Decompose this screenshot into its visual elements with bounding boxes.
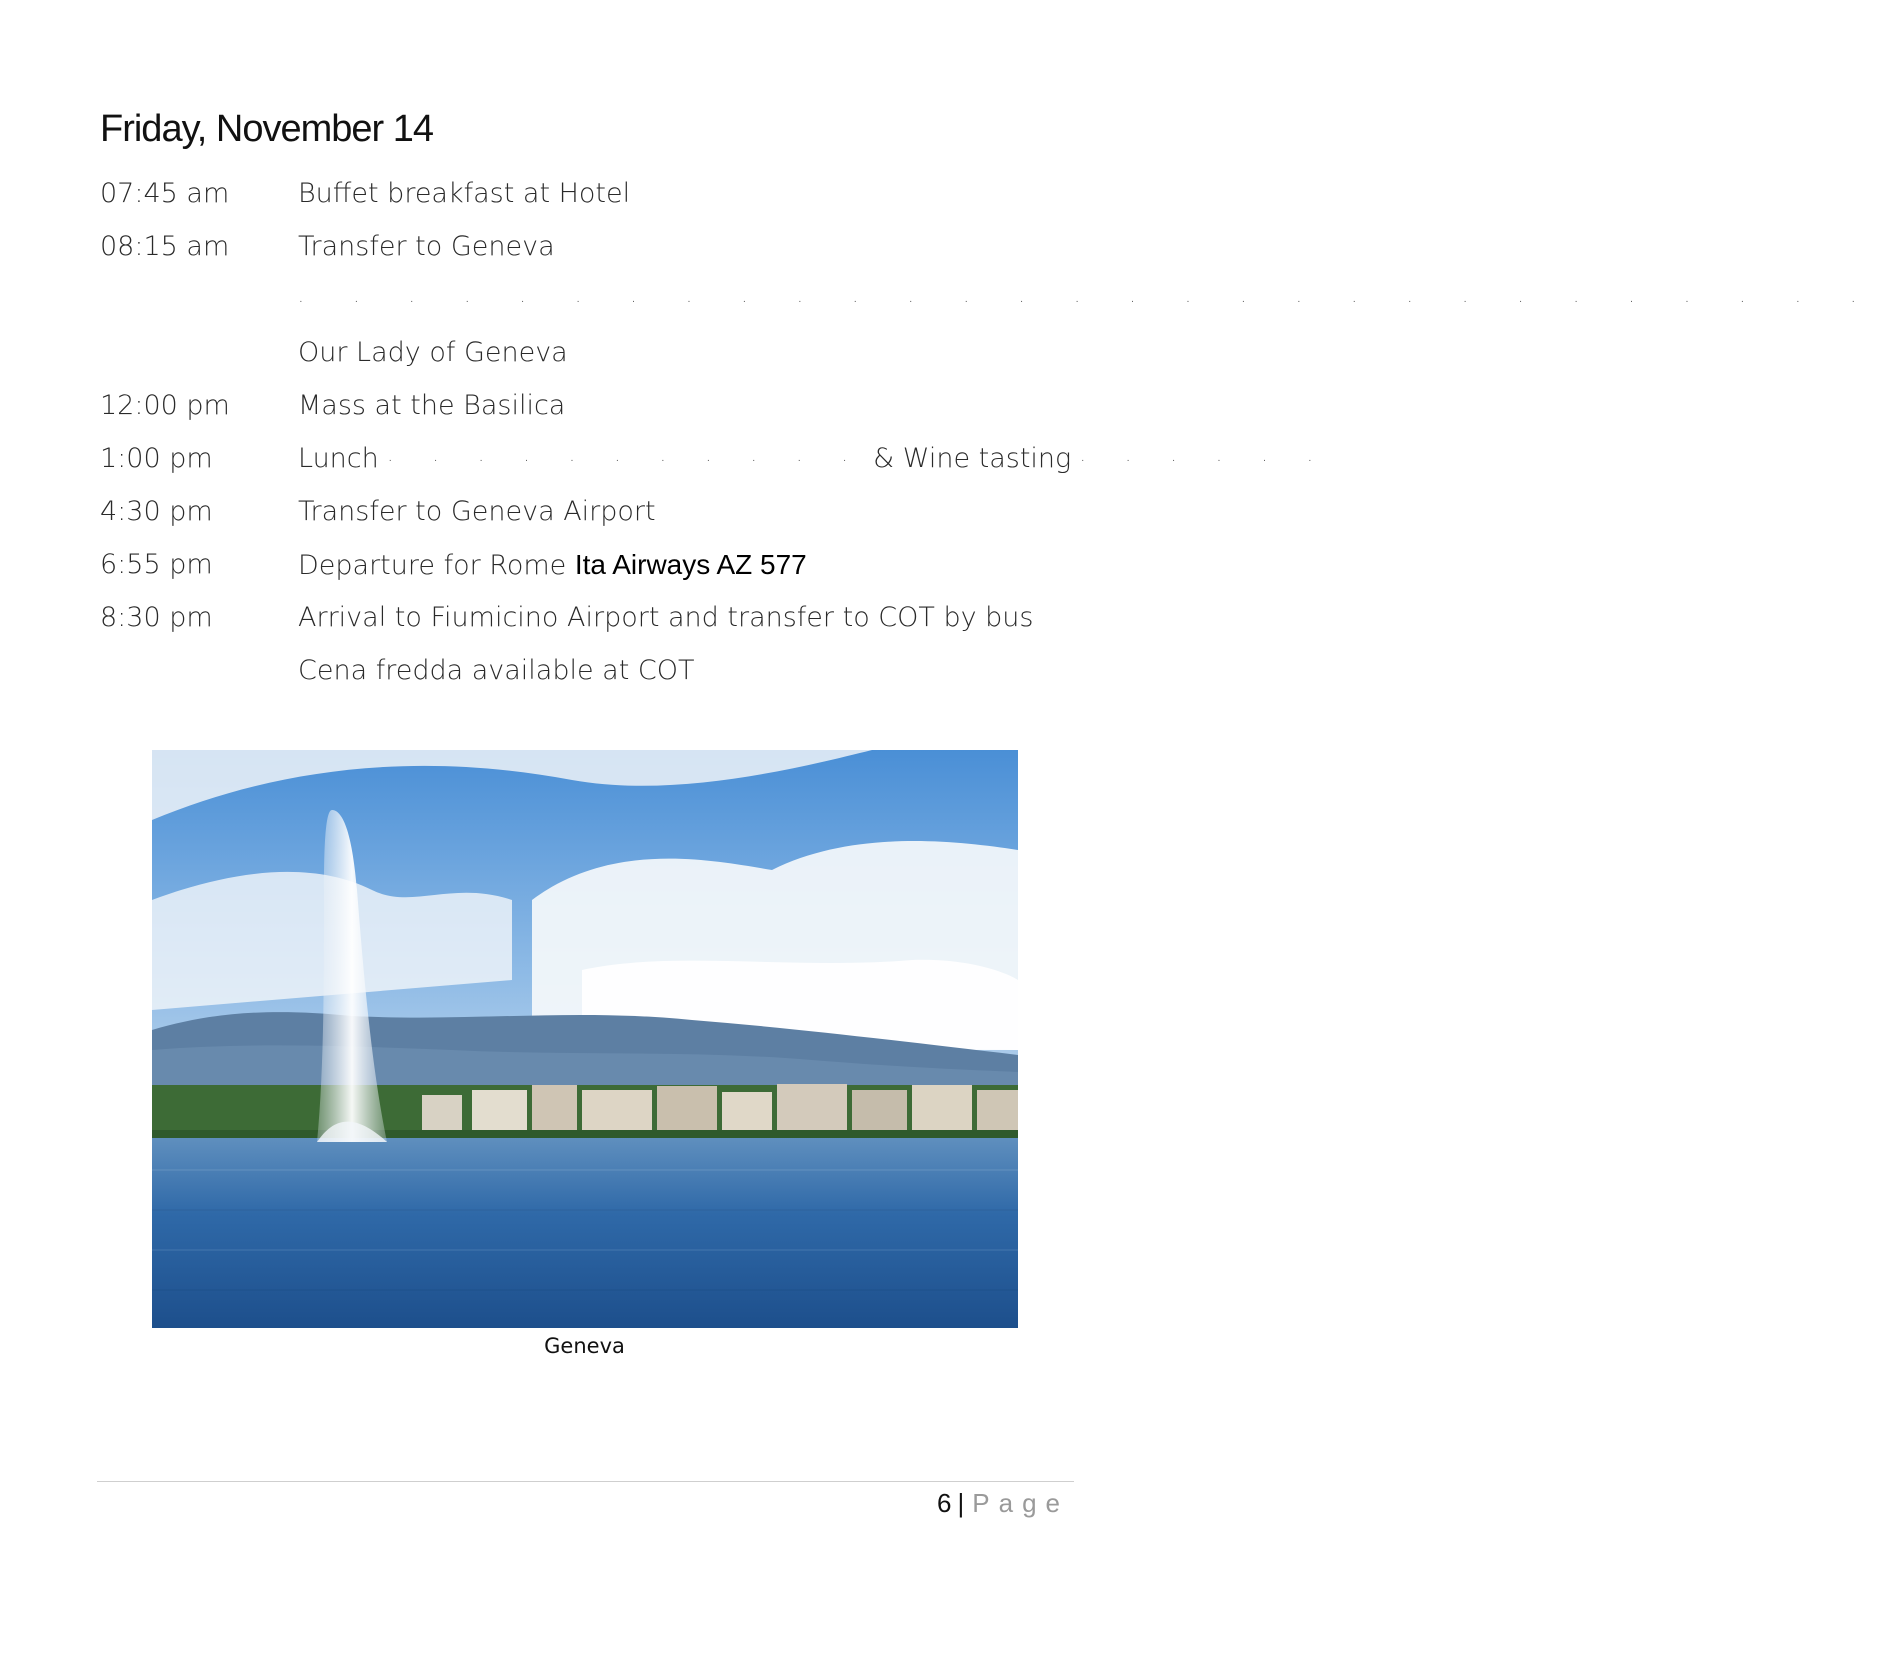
schedule-time: 1:00 pm xyxy=(100,443,213,474)
day-heading: Friday, November 14 xyxy=(100,108,433,150)
photo-caption: Geneva xyxy=(544,1334,625,1358)
dotted-leader: . . . . . . . . . . . . . . . . . . . . . . . . . . . . . xyxy=(298,286,1878,307)
page-footer xyxy=(937,1488,1069,1519)
schedule-activity: Transfer to Geneva Airport xyxy=(298,496,656,527)
schedule-time: 8:30 pm xyxy=(100,602,213,633)
dotted-leader: . . . . . . xyxy=(1079,445,1330,466)
schedule-row xyxy=(100,649,1160,702)
geneva-photo xyxy=(152,750,1018,1328)
schedule-row xyxy=(100,437,1330,490)
schedule-time: 12:00 pm xyxy=(100,390,230,421)
schedule-time: 07:45 am xyxy=(100,178,230,209)
schedule-activity: Transfer to Geneva xyxy=(298,231,555,262)
geneva-illustration xyxy=(152,750,1018,1328)
schedule-time: 4:30 pm xyxy=(100,496,213,527)
schedule-activity-secondary: & Wine tasting xyxy=(873,443,1072,474)
schedule-activity: Arrival to Fiumicino Airport and transfer to COT by bus xyxy=(298,602,1034,633)
schedule-activity: Our Lady of Geneva xyxy=(298,337,568,368)
schedule-activity: Departure for Rome xyxy=(298,550,575,581)
schedule-row xyxy=(100,384,1160,437)
schedule-row xyxy=(100,490,1160,543)
schedule-activity: Buffet breakfast at Hotel xyxy=(298,178,631,209)
flight-number: Ita Airways AZ 577 xyxy=(574,549,807,580)
schedule-activity-group xyxy=(298,443,1330,474)
schedule-time: 08:15 am xyxy=(100,231,230,262)
dotted-leader: . . . . . . . . . . . xyxy=(387,445,865,466)
schedule-activity-group xyxy=(298,549,807,581)
page-separator: | xyxy=(957,1488,965,1518)
schedule-row xyxy=(100,596,1160,649)
schedule-dotted-line xyxy=(298,284,1878,315)
schedule-row xyxy=(100,331,1160,384)
schedule-activity: Mass at the Basilica xyxy=(298,390,566,421)
page-label: Page xyxy=(972,1488,1069,1518)
schedule-row xyxy=(100,172,1160,225)
schedule-activity: Lunch xyxy=(298,443,379,474)
schedule-list xyxy=(100,172,1878,702)
page-number: 6 xyxy=(937,1488,952,1518)
schedule-row xyxy=(100,278,1878,331)
schedule-row xyxy=(100,225,1160,278)
schedule-row xyxy=(100,543,1160,596)
footer-divider xyxy=(97,1481,1074,1482)
schedule-activity: Cena fredda available at COT xyxy=(298,655,695,686)
schedule-time: 6:55 pm xyxy=(100,549,213,580)
